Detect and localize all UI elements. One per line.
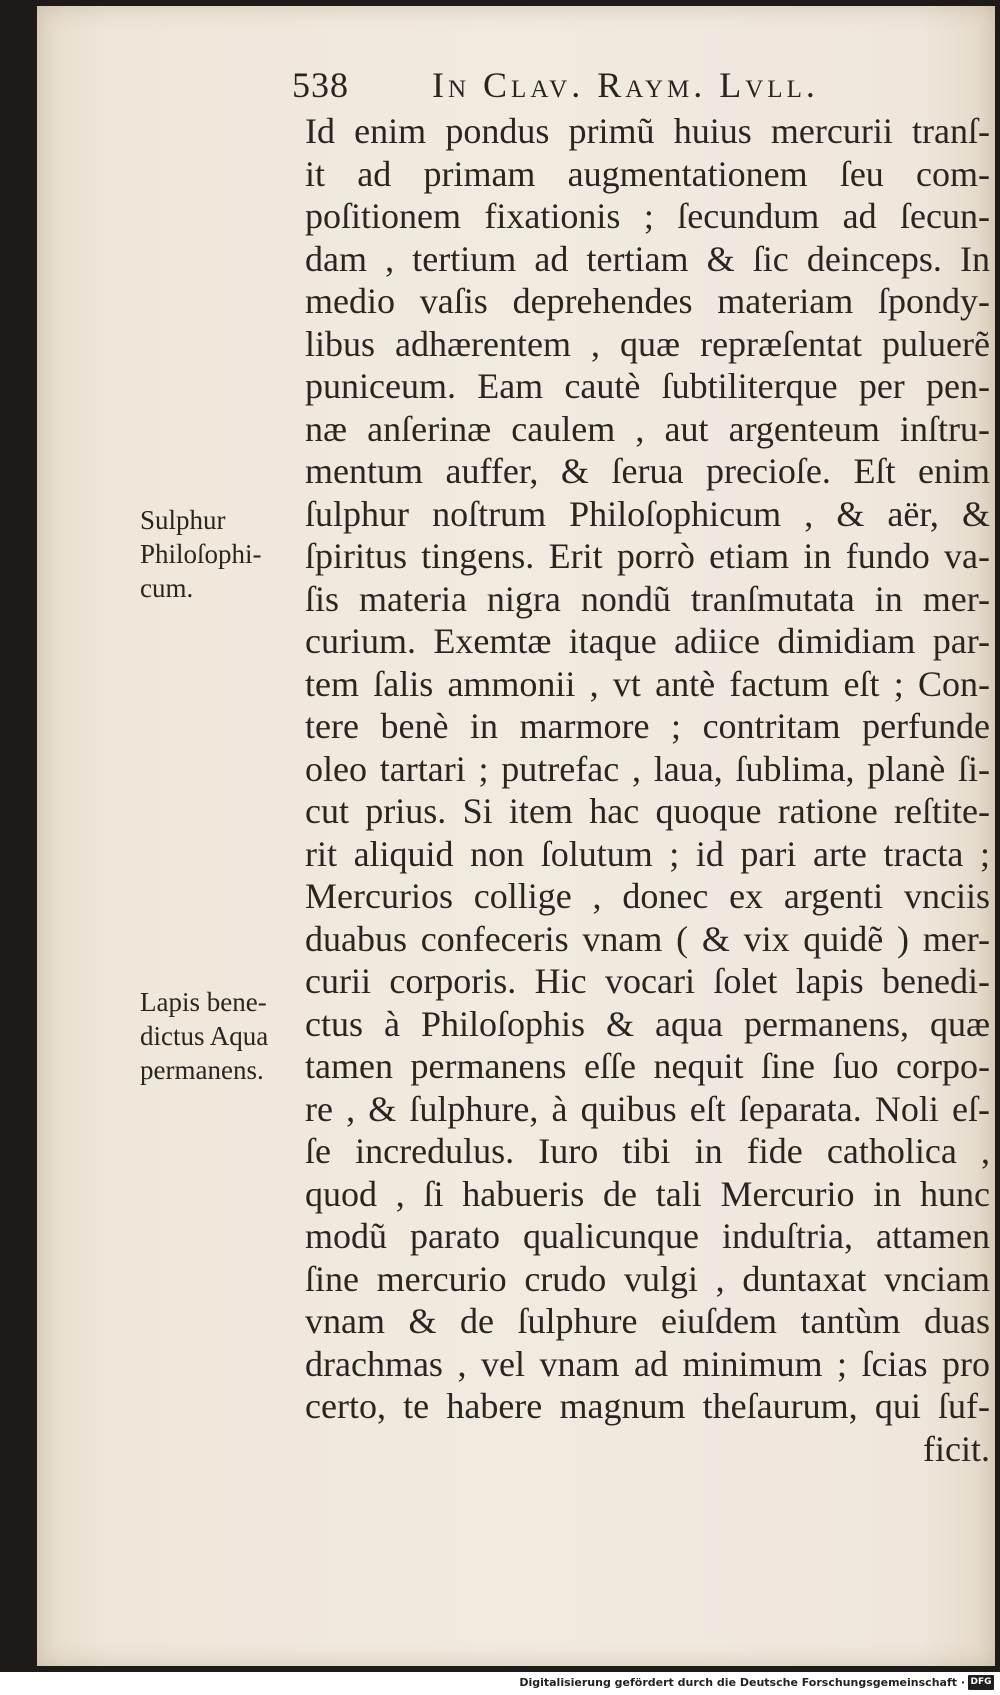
funding-credit: Digitalisierung gefördert durch die Deutsche Forschungsgemeinschaft · bbox=[519, 1676, 965, 1689]
text-line: curium. Exemtæ itaque adiice dimidiam par- bbox=[305, 621, 990, 661]
text-line: tamen permanens eſſe nequit ſine ſuo corpo- bbox=[305, 1046, 990, 1086]
running-title: In Clav. Raym. Lvll. bbox=[432, 65, 819, 105]
text-line: it ad primam augmentationem ſeu com- bbox=[305, 153, 990, 194]
margin-note-sulphur bbox=[140, 503, 300, 605]
text-line: rit aliquid non ſolutum ; id pari arte tracta ; bbox=[305, 833, 990, 874]
text-line: re , & ſulphure, à quibus eſt ſeparata. Noli eſ- bbox=[305, 1088, 990, 1129]
text-line: ſis materia nigra nondũ tranſmutata in mer- bbox=[305, 578, 990, 619]
body-text bbox=[305, 110, 990, 1470]
text-line: quod , ſi habueris de tali Mercurio in hunc bbox=[305, 1173, 990, 1214]
text-line: certo, te habere magnum theſaurum, qui ſuf- bbox=[305, 1386, 990, 1426]
text-line: ſpiritus tingens. Erit porrò etiam in fundo va- bbox=[305, 536, 990, 576]
text-line: libus adhærentem , quæ repræſentat puluerẽ bbox=[305, 323, 990, 364]
text-line: cut prius. Si item hac quoque ratione reſtite- bbox=[305, 791, 990, 831]
text-line: poſitionem fixationis ; ſecundum ad ſecun- bbox=[305, 196, 990, 236]
footer-bar bbox=[0, 1672, 1000, 1695]
text-line: ſe incredulus. Iuro tibi in fide catholica , bbox=[305, 1131, 990, 1171]
running-head bbox=[292, 58, 912, 108]
text-line: curii corporis. Hic vocari ſolet lapis benedi- bbox=[305, 961, 990, 1001]
margin-note-line: cum. bbox=[140, 573, 194, 603]
text-line: næ anſerinæ caulem , aut argenteum inſtru- bbox=[305, 408, 990, 449]
text-line: mentum auffer, & ſerua precioſe. Eſt enim bbox=[305, 451, 990, 491]
text-line: duabus confeceris vnam ( & vix quidẽ ) mer- bbox=[305, 918, 990, 959]
margin-note-line: Lapis bene- bbox=[140, 987, 267, 1017]
text-line: puniceum. Eam cautè ſubtiliterque per pen- bbox=[305, 366, 990, 406]
text-line: drachmas , vel vnam ad minimum ; ſcias pro bbox=[305, 1343, 990, 1384]
text-line: oleo tartari ; putrefac , laua, ſublima, planè ſi- bbox=[305, 748, 990, 789]
text-line: medio vaſis deprehendes materiam ſpondy- bbox=[305, 281, 990, 321]
text-line: tem ſalis ammonii , vt antè factum eſt ; Con- bbox=[305, 663, 990, 704]
margin-note-line: Sulphur bbox=[140, 505, 226, 535]
dfg-logo: DFG bbox=[968, 1675, 994, 1690]
text-line: Id enim pondus primũ huius mercurii tranſ- bbox=[305, 111, 990, 151]
margin-note-lapis bbox=[140, 985, 300, 1087]
page-number: 538 bbox=[292, 65, 349, 105]
text-line: tere benè in marmore ; contritam perfunde bbox=[305, 706, 990, 746]
text-line: dam , tertium ad tertiam & ſic deinceps. In bbox=[305, 238, 990, 279]
text-line: Mercurios collige , donec ex argenti vnciis bbox=[305, 876, 990, 916]
text-line: ficit. bbox=[923, 1428, 990, 1469]
text-line: vnam & de ſulphure eiuſdem tantùm duas bbox=[305, 1301, 990, 1341]
margin-note-line: permanens. bbox=[140, 1055, 264, 1085]
margin-note-line: dictus Aqua bbox=[140, 1021, 269, 1051]
text-line: ſine mercurio crudo vulgi , duntaxat vnciam bbox=[305, 1258, 990, 1299]
margin-note-line: Philoſophi- bbox=[140, 539, 262, 569]
text-line: modũ parato qualicunque induſtria, attamen bbox=[305, 1216, 990, 1256]
text-line: ſulphur noſtrum Philoſophicum , & aër, & bbox=[305, 493, 990, 534]
text-line: ctus à Philoſophis & aqua permanens, quæ bbox=[305, 1003, 990, 1044]
